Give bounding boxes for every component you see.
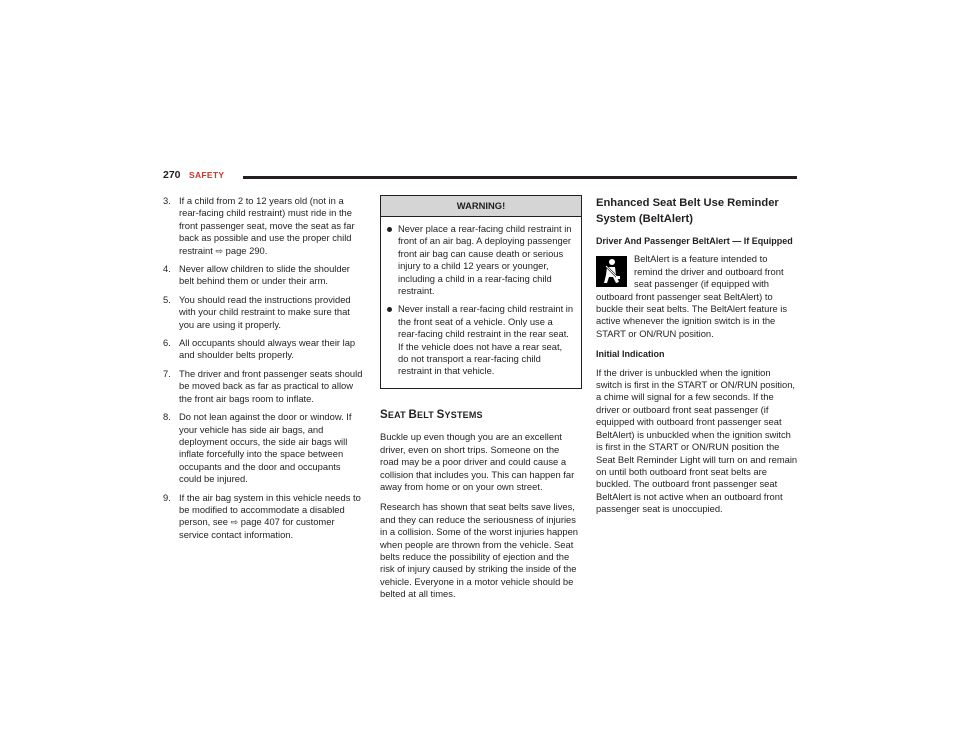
warning-item: Never install a rear-facing child restraint in the front seat of a vehicle. Only use a rear-facing child restraint in the rear seat. If the vehicle does not have a rear seat, do not transport a rear-facing child restraint in that vehicle. (387, 303, 575, 377)
list-item: 7. The driver and front passenger seats should be moved back as far as practical to allow the front air bags room to inflate. (163, 367, 363, 404)
initial-indication-text: If the driver is unbuckled when the ignition switch is first in the START or ON/RUN position, a chime will signal for a few seconds. If the driver or outboard front seat passenger (if equipped with outboard front passenger seat BeltAlert) is unbuckled when the ignition switch is first in the START or ON/RUN position the Seat Belt Reminder Light will turn on and remain on until both outboard front seat belts are buckled. The outboard front passenger seat BeltAlert is not active when an outboard front passenger seat is unoccupied. (596, 366, 798, 515)
page-number: 270 (163, 169, 181, 181)
paragraph: Research has shown that seat belts save lives, and they can reduce the seriousness of injuries in a collision. Some of the worst injuries happen when people are thrown from the vehicle. Seat belts reduce the possibility of ejection and the risk of injury caused by striking the inside of the vehicle. Everyone in a motor vehicle should be belted at all times. (380, 501, 579, 600)
right-column (596, 195, 798, 524)
list-item: 5. You should read the instructions provided with your child restraint to make sure that you are using it properly. (163, 293, 351, 330)
page-reference-link[interactable]: page 407 (240, 516, 280, 528)
warning-box (380, 195, 582, 389)
list-item: 8. Do not lean against the door or window. If your vehicle has side air bags, and deployment occurs, the side air bags will inflate forcefully into the space between occupants and the door and occupants could be injured. (163, 411, 352, 485)
initial-indication-heading: Initial Indication (596, 349, 665, 360)
beltalert-intro: BeltAlert is a feature intended to remind the driver and outboard front seat passenger (if equipped with outboard front passenger seat BeltAlert) to buckle their seat belts. The BeltAlert feature is active whenever the ignition switch is in the START or ON/RUN position. (596, 253, 788, 339)
list-item: 6. All occupants should always wear their lap and shoulder belts properly. (163, 337, 356, 361)
paragraph: Buckle up even though you are an excellent driver, even on short trips. Someone on the road may be a poor driver and could cause a collision that includes you. This can happen far away from home or on your own street. (380, 431, 575, 492)
section-name: SAFETY (189, 170, 225, 180)
bullet-icon (387, 307, 392, 312)
list-item: 9. If the air bag system in this vehicle needs to be modified to accommodate a disabled person, see ⇨ page 407 for customer service contact information. (163, 491, 361, 540)
page-header (163, 169, 797, 183)
left-column (163, 195, 363, 547)
list-item: 4. Never allow children to slide the shoulder belt behind them or under their arm. (163, 263, 350, 287)
middle-column (380, 195, 580, 609)
warning-item: Never place a rear-facing child restraint in front of an air bag. A deploying passenger front air bag can cause death or serious injury to a child 12 years or younger, including a child in a rear-facing child restraint. (387, 223, 575, 297)
arrow-right-icon: ⇨ (215, 245, 224, 256)
section-title: SEAT BELT SYSTEMS (380, 408, 483, 421)
child-safety-list (163, 195, 363, 541)
arrow-right-icon: ⇨ (230, 517, 239, 528)
page-reference-link[interactable]: page 290. (225, 244, 268, 256)
bullet-icon (387, 227, 392, 232)
beltalert-subtitle: Driver And Passenger BeltAlert — If Equipped (596, 236, 793, 246)
beltalert-title: Enhanced Seat Belt Use Reminder System (BeltAlert) (596, 197, 779, 225)
header-rule (243, 176, 797, 179)
seat-belt-reminder-icon (596, 256, 627, 287)
warning-title: WARNING! (381, 196, 581, 217)
list-item: 3. If a child from 2 to 12 years old (not in a rear-facing child restraint) must ride in the front passenger seat, move the seat as far back as possible and use the proper child restraint ⇨ page 290. (163, 195, 355, 256)
